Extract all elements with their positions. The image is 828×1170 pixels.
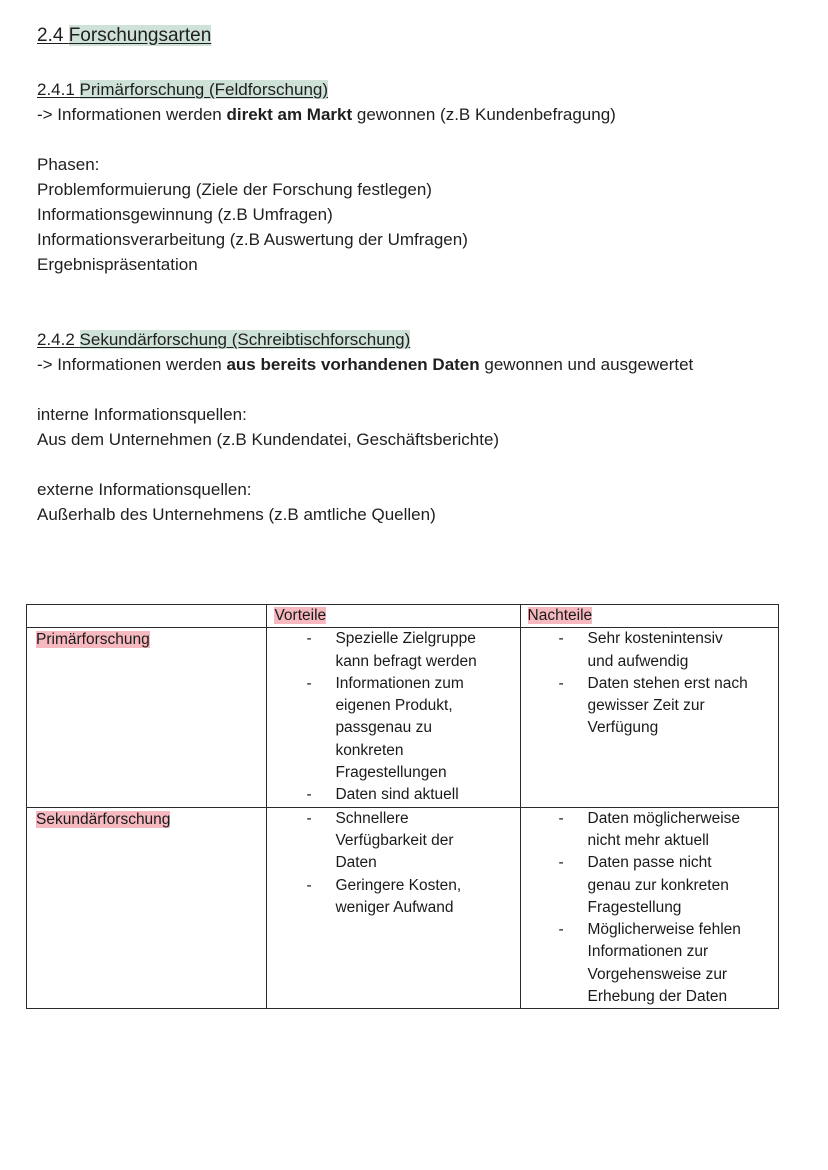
list-item: - Daten passe nicht genau zur konkreten Fragestellung: [588, 852, 748, 919]
list-item: - Sehr kostenintensiv und aufwendig: [588, 628, 738, 673]
vorteile-cell: [267, 628, 520, 807]
vorteile-cell: [267, 807, 520, 1009]
phase-item: Informationsgewinnung (z.B Umfragen): [37, 205, 333, 224]
section-title-text: Forschungsarten: [68, 25, 212, 46]
table-header-cell: [520, 605, 778, 628]
phase-item: Ergebnispräsentation: [37, 255, 198, 274]
list-item: - Geringere Kosten, weniger Aufwand: [335, 875, 475, 920]
list-item: - Möglicherweise fehlen Informationen zur Vorgehensweise zur Erhebung der Daten: [588, 919, 766, 1008]
primary-heading: [37, 77, 797, 102]
nachteile-list: [521, 628, 778, 739]
list-item: - Spezielle Zielgruppe kann befragt werden: [335, 628, 495, 673]
primary-heading-title: Primärforschung (Feldforschung): [79, 80, 329, 99]
comparison-table: [26, 604, 779, 1009]
table-header-cell: [267, 605, 520, 628]
table-row: [27, 807, 779, 1009]
primary-intro: [37, 102, 797, 127]
secondary-intro-suffix: gewonnen und ausgewertet: [479, 355, 694, 374]
list-item: - Daten möglicherweise nicht mehr aktuell: [588, 808, 760, 853]
header-vorteile: Vorteile: [274, 607, 327, 624]
external-sources-text: Außerhalb des Unternehmens (z.B amtliche Quellen): [37, 505, 436, 524]
row-label-cell: [27, 628, 267, 807]
secondary-heading: [37, 327, 797, 352]
secondary-heading-number: 2.4.2: [37, 330, 75, 349]
list-item: - Schnellere Verfügbarkeit der Daten: [335, 808, 475, 875]
row-label-cell: [27, 807, 267, 1009]
vorteile-list: [267, 628, 519, 806]
phases-label: Phasen:: [37, 155, 100, 174]
list-item: - Informationen zum eigenen Produkt, passgenau zu konkreten Fragestellungen: [335, 673, 470, 784]
primary-heading-number: 2.4.1: [37, 80, 75, 99]
phase-item: Informationsverarbeitung (z.B Auswertung der Umfragen): [37, 230, 468, 249]
external-sources-label: externe Informationsquellen:: [37, 480, 252, 499]
secondary-intro-bold: aus bereits vorhandenen Daten: [226, 355, 480, 374]
secondary-heading-title: Sekundärforschung (Schreibtischforschung): [79, 330, 411, 349]
list-item: - Daten sind aktuell: [335, 784, 495, 806]
secondary-intro: [37, 352, 797, 377]
phase-item: Problemformuierung (Ziele der Forschung festlegen): [37, 180, 432, 199]
primary-intro-prefix: -> Informationen werden: [37, 105, 227, 124]
list-item: - Daten stehen erst nach gewisser Zeit zur Verfügung: [588, 673, 766, 740]
internal-sources-text: Aus dem Unternehmen (z.B Kundendatei, Geschäftsberichte): [37, 430, 500, 449]
nachteile-cell: [520, 628, 778, 807]
row-label: Sekundärforschung: [36, 810, 171, 828]
row-label: Primärforschung: [36, 631, 150, 649]
vorteile-list: [267, 808, 519, 919]
header-nachteile: Nachteile: [527, 607, 593, 624]
table-corner-cell: [27, 605, 267, 628]
table-row: [27, 628, 779, 807]
nachteile-cell: [520, 807, 778, 1009]
section-title: [37, 22, 797, 50]
section-number: 2.4: [37, 25, 64, 46]
primary-intro-suffix: gewonnen (z.B Kundenbefragung): [352, 105, 616, 124]
secondary-intro-prefix: -> Informationen werden: [37, 355, 227, 374]
internal-sources-label: interne Informationsquellen:: [37, 405, 247, 424]
document: [37, 22, 797, 527]
nachteile-list: [521, 808, 778, 1009]
primary-intro-bold: direkt am Markt: [226, 105, 353, 124]
table-header-row: [27, 605, 779, 628]
